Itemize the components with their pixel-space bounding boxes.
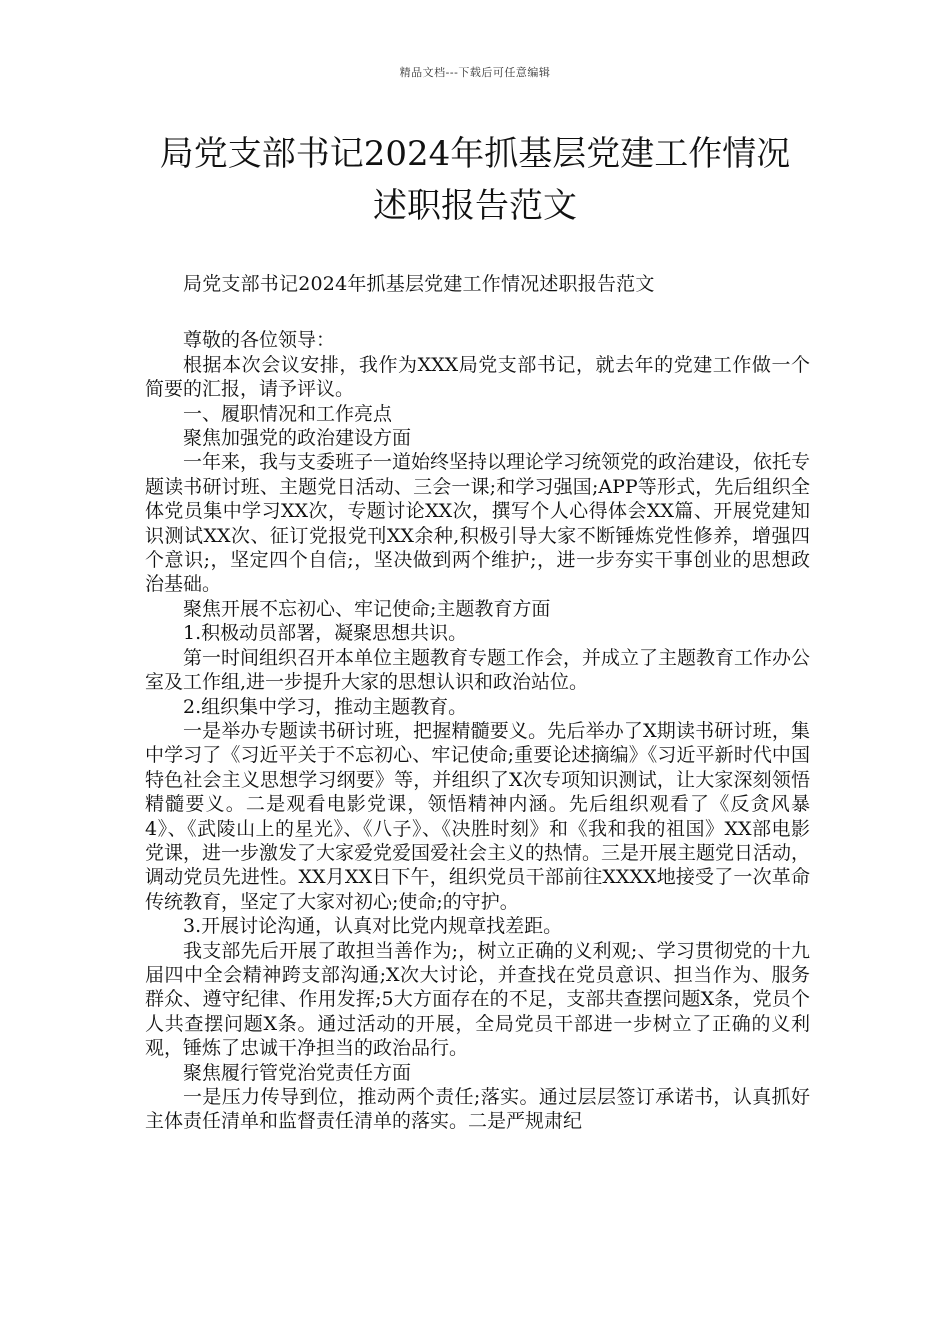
subsection-heading: 聚焦加强党的政治建设方面 [183,427,412,450]
title-line-2: 述职报告范文 [373,186,577,226]
title-line-1: 局党支部书记2024年抓基层党建工作情况 [159,134,791,174]
salutation: 尊敬的各位领导： [183,329,336,352]
document-title [95,128,855,232]
paragraph: 我支部先后开展了敢担当善作为;，树立正确的义利观;、学习贯彻党的十九届四中全会精神跨支部沟通;X次大讨论，并查找在党员意识、担当作为、服务群众、遵守纪律、作用发挥;5大方面存在的不足，支部共查摆问题X条，党员个人共查摆问题X条。通过活动的开展，全局党员干部进一步树立了正确的义利观，锤炼了忠诚干净担当的政治品行。 [145,939,810,1060]
item-heading: 2.组织集中学习，推动主题教育。 [183,695,468,718]
paragraph: 根据本次会议安排，我作为XXX局党支部书记，就去年的党建工作做一个简要的汇报，请予评议。 [145,353,810,401]
document-body [145,272,810,1134]
item-heading: 1.积极动员部署，凝聚思想共识。 [183,622,468,645]
subsection-heading: 聚焦开展不忘初心、牢记使命;主题教育方面 [183,597,551,620]
header-note: 精品文档---下载后可任意编辑 [399,66,551,79]
paragraph: 一是压力传导到位，推动两个责任;落实。通过层层签订承诺书，认真抓好主体责任清单和监督责任清单的落实。二是严规肃纪 [145,1086,810,1133]
paragraph: 一年来，我与支委班子一道始终坚持以理论学习统领党的政治建设，依托专题读书研讨班、主题党日活动、三会一课;和学习强国;APP等形式，先后组织全体党员集中学习XX次，专题讨论XX次，撰写个人心得体会XX篇、开展党建知识测试XX次、征订党报党刊XX余种,积极引导大家不断锤炼党性修养，增强四个意识;，坚定四个自信;，坚决做到两个维护;，进一步夯实干事创业的思想政治基础。 [145,451,811,596]
section-heading: 一、履职情况和工作亮点 [183,402,393,425]
document-subtitle: 局党支部书记2024年抓基层党建工作情况述职报告范文 [183,273,655,295]
paragraph: 第一时间组织召开本单位主题教育专题工作会，并成立了主题教育工作办公室及工作组,进一步提升大家的思想认识和政治站位。 [145,646,811,694]
paragraph: 一是举办专题读书研讨班，把握精髓要义。先后举办了X期读书研讨班，集中学习了《习近平关于不忘初心、牢记使命;重要论述摘编》《习近平新时代中国特色社会主义思想学习纲要》等，并组织了X次专项知识测试，让大家深刻领悟精髓要义。二是观看电影党课，领悟精神内涵。先后组织观看了《反贪风暴4》、《武陵山上的星光》、《八子》、《决胜时刻》和《我和我的祖国》XX部电影党课，进一步激发了大家爱党爱国爱社会主义的热情。三是开展主题党日活动，调动党员先进性。XX月XX日下午，组织党员干部前往XXXX地接受了一次革命传统教育，坚定了大家对初心;使命;的守护。 [145,719,811,913]
item-heading: 3.开展讨论沟通，认真对比党内规章找差距。 [183,915,563,938]
subsection-heading: 聚焦履行管党治党责任方面 [183,1061,412,1084]
